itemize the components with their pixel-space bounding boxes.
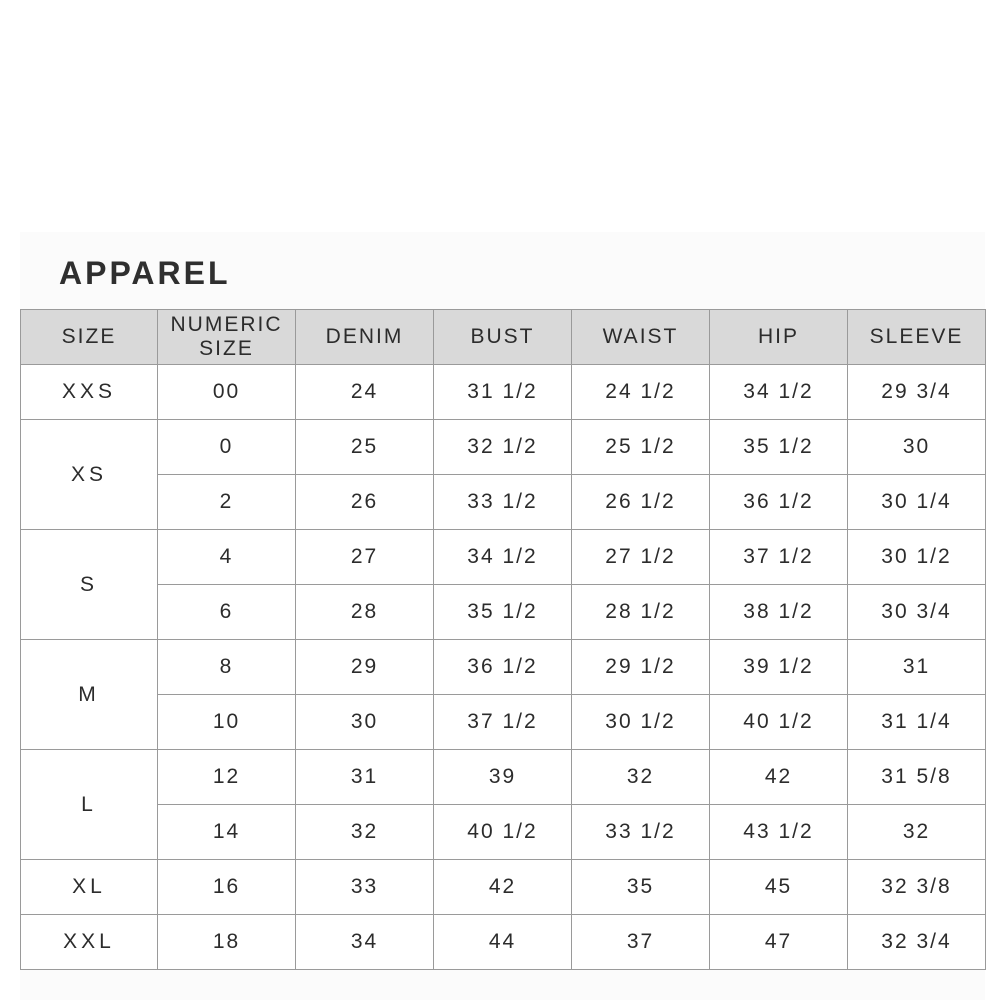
table-row xyxy=(21,585,986,640)
numeric-cell: 10 xyxy=(158,695,296,750)
waist-cell: 35 xyxy=(572,860,710,915)
header-numeric-size xyxy=(158,310,296,365)
size-label-cell: S xyxy=(21,530,158,640)
sleeve-cell: 32 3/8 xyxy=(848,860,986,915)
waist-cell: 27 1/2 xyxy=(572,530,710,585)
denim-cell: 34 xyxy=(296,915,434,970)
sleeve-cell: 30 3/4 xyxy=(848,585,986,640)
denim-cell: 29 xyxy=(296,640,434,695)
denim-cell: 27 xyxy=(296,530,434,585)
sleeve-cell: 31 5/8 xyxy=(848,750,986,805)
waist-cell: 33 1/2 xyxy=(572,805,710,860)
denim-cell: 31 xyxy=(296,750,434,805)
hip-cell: 39 1/2 xyxy=(710,640,848,695)
numeric-cell: 12 xyxy=(158,750,296,805)
bust-cell: 33 1/2 xyxy=(434,475,572,530)
hip-cell: 42 xyxy=(710,750,848,805)
table-row xyxy=(21,915,986,970)
sleeve-cell: 31 xyxy=(848,640,986,695)
bust-cell: 42 xyxy=(434,860,572,915)
denim-cell: 24 xyxy=(296,365,434,420)
denim-cell: 30 xyxy=(296,695,434,750)
table-body xyxy=(21,365,986,970)
page-title: APPAREL xyxy=(59,255,231,291)
denim-cell: 33 xyxy=(296,860,434,915)
numeric-cell: 0 xyxy=(158,420,296,475)
table-header xyxy=(21,310,986,365)
size-chart-table xyxy=(20,309,986,970)
waist-cell: 32 xyxy=(572,750,710,805)
sleeve-cell: 31 1/4 xyxy=(848,695,986,750)
denim-cell: 26 xyxy=(296,475,434,530)
numeric-cell: 00 xyxy=(158,365,296,420)
size-label-cell: XXS xyxy=(21,365,158,420)
table-row xyxy=(21,695,986,750)
waist-cell: 25 1/2 xyxy=(572,420,710,475)
bust-cell: 31 1/2 xyxy=(434,365,572,420)
sleeve-cell: 32 xyxy=(848,805,986,860)
header-bust: BUST xyxy=(434,310,572,365)
bust-cell: 37 1/2 xyxy=(434,695,572,750)
denim-cell: 32 xyxy=(296,805,434,860)
bust-cell: 32 1/2 xyxy=(434,420,572,475)
waist-cell: 28 1/2 xyxy=(572,585,710,640)
sleeve-cell: 30 1/4 xyxy=(848,475,986,530)
size-label-cell: XS xyxy=(21,420,158,530)
hip-cell: 34 1/2 xyxy=(710,365,848,420)
table-row xyxy=(21,365,986,420)
numeric-cell: 4 xyxy=(158,530,296,585)
sleeve-cell: 29 3/4 xyxy=(848,365,986,420)
bust-cell: 36 1/2 xyxy=(434,640,572,695)
table-row xyxy=(21,750,986,805)
denim-cell: 28 xyxy=(296,585,434,640)
denim-cell: 25 xyxy=(296,420,434,475)
hip-cell: 37 1/2 xyxy=(710,530,848,585)
sleeve-cell: 30 xyxy=(848,420,986,475)
bust-cell: 44 xyxy=(434,915,572,970)
bust-cell: 35 1/2 xyxy=(434,585,572,640)
header-sleeve: SLEEVE xyxy=(848,310,986,365)
waist-cell: 30 1/2 xyxy=(572,695,710,750)
bust-cell: 39 xyxy=(434,750,572,805)
numeric-cell: 16 xyxy=(158,860,296,915)
size-label-cell: XL xyxy=(21,860,158,915)
header-size: SIZE xyxy=(21,310,158,365)
hip-cell: 38 1/2 xyxy=(710,585,848,640)
size-label-cell: M xyxy=(21,640,158,750)
bust-cell: 34 1/2 xyxy=(434,530,572,585)
header-numeric-size-line2: SIZE xyxy=(199,337,254,360)
numeric-cell: 18 xyxy=(158,915,296,970)
bust-cell: 40 1/2 xyxy=(434,805,572,860)
waist-cell: 24 1/2 xyxy=(572,365,710,420)
sleeve-cell: 30 1/2 xyxy=(848,530,986,585)
size-label-cell: L xyxy=(21,750,158,860)
hip-cell: 47 xyxy=(710,915,848,970)
hip-cell: 36 1/2 xyxy=(710,475,848,530)
waist-cell: 29 1/2 xyxy=(572,640,710,695)
table-row xyxy=(21,530,986,585)
hip-cell: 45 xyxy=(710,860,848,915)
table-row xyxy=(21,640,986,695)
hip-cell: 40 1/2 xyxy=(710,695,848,750)
numeric-cell: 2 xyxy=(158,475,296,530)
header-denim: DENIM xyxy=(296,310,434,365)
size-label-cell: XXL xyxy=(21,915,158,970)
sleeve-cell: 32 3/4 xyxy=(848,915,986,970)
table-row xyxy=(21,860,986,915)
waist-cell: 26 1/2 xyxy=(572,475,710,530)
hip-cell: 35 1/2 xyxy=(710,420,848,475)
table-row xyxy=(21,475,986,530)
numeric-cell: 8 xyxy=(158,640,296,695)
numeric-cell: 6 xyxy=(158,585,296,640)
hip-cell: 43 1/2 xyxy=(710,805,848,860)
waist-cell: 37 xyxy=(572,915,710,970)
header-waist: WAIST xyxy=(572,310,710,365)
header-row xyxy=(21,310,986,365)
numeric-cell: 14 xyxy=(158,805,296,860)
table-row xyxy=(21,420,986,475)
header-numeric-size-line1: NUMERIC xyxy=(170,313,283,336)
header-hip: HIP xyxy=(710,310,848,365)
table-row xyxy=(21,805,986,860)
